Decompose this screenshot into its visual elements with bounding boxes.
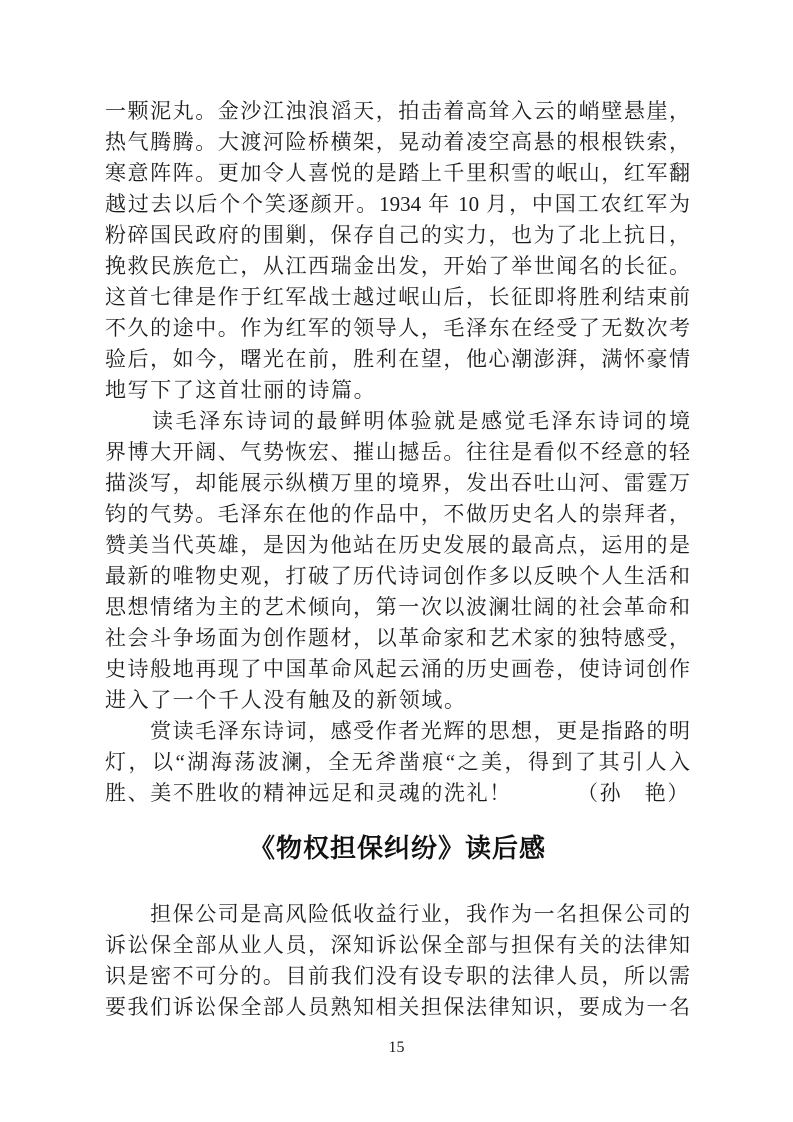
document-body: [105, 96, 690, 1023]
text-line: 担保公司是高风险低收益行业，我作为一名担保公司的: [105, 902, 690, 926]
text-line: 进入了一个千人没有触及的新领域。: [105, 688, 467, 712]
text-line: 热气腾腾。大渡河险桥横架，晃动着凌空高悬的根根铁索，: [105, 130, 690, 154]
author-signature: （孙 艳）: [577, 781, 690, 805]
text-line: 赞美当代英雄，是因为他站在历史发展的最高点，运用的是: [105, 533, 690, 557]
text-line: 粉碎国民政府的围剿，保存自己的实力，也为了北上抗日，: [105, 223, 690, 247]
text-line: 社会斗争场面为创作题材，以革命家和艺术家的独特感受，: [105, 626, 690, 650]
text-line: 验后，如今，曙光在前，胜利在望，他心潮澎湃，满怀豪情: [105, 347, 690, 371]
text-line: 挽救民族危亡，从江西瑞金出发，开始了举世闻名的长征。: [105, 254, 690, 278]
text-line: 寒意阵阵。更加令人喜悦的是踏上千里积雪的岷山，红军翻: [105, 161, 690, 185]
text-line-with-signature: [105, 778, 690, 809]
text-line: 要我们诉讼保全部人员熟知相关担保法律知识，要成为一名: [105, 995, 690, 1019]
text-line: 界博大开阔、气势恢宏、摧山撼岳。往往是看似不经意的轻: [105, 440, 690, 464]
para-mao-poetry-experience: [105, 406, 690, 716]
text-line: 诉讼保全部从业人员，深知诉讼保全部与担保有关的法律知: [105, 933, 690, 957]
text-line: 赏读毛泽东诗词，感受作者光辉的思想，更是指路的明: [105, 719, 690, 743]
text-line: 描淡写，却能展示纵横万里的境界，发出吞吐山河、雷霆万: [105, 471, 690, 495]
text-line: 一颗泥丸。金沙江浊浪滔天，拍击着高耸入云的峭壁悬崖，: [105, 99, 690, 123]
text-line: 思想情绪为主的艺术倾向，第一次以波澜壮阔的社会革命和: [105, 595, 690, 619]
page-number: 15: [388, 1039, 405, 1056]
para-danbao-company: [105, 899, 690, 1023]
para-appreciation: [105, 716, 690, 809]
text-line: 越过去以后个个笑逐颜开。1934 年 10 月，中国工农红军为: [105, 192, 690, 216]
text-line: 史诗般地再现了中国革命风起云涌的历史画卷，使诗词创作: [105, 657, 690, 681]
text-line: 胜、美不胜收的精神远足和灵魂的洗礼！: [105, 781, 512, 805]
para-changzheng-analysis: [105, 96, 690, 406]
text-line: 最新的唯物史观，打破了历代诗词创作多以反映个人生活和: [105, 564, 690, 588]
text-line: 地写下了这首壮丽的诗篇。: [105, 378, 377, 402]
heading-wuquan-danbao: 《物权担保纠纷》读后感: [248, 833, 546, 863]
text-line: 钧的气势。毛泽东在他的作品中，不做历史名人的崇拜者，: [105, 502, 690, 526]
text-line: 识是密不可分的。目前我们没有设专职的法律人员，所以需: [105, 964, 690, 988]
text-line: 不久的途中。作为红军的领导人，毛泽东在经受了无数次考: [105, 316, 690, 340]
text-line: 读毛泽东诗词的最鲜明体验就是感觉毛泽东诗词的境: [105, 409, 690, 433]
text-line: 这首七律是作于红军战士越过岷山后，长征即将胜利结束前: [105, 285, 690, 309]
text-line: 灯，以“湖海荡波澜，全无斧凿痕“之美，得到了其引人入: [105, 750, 690, 774]
